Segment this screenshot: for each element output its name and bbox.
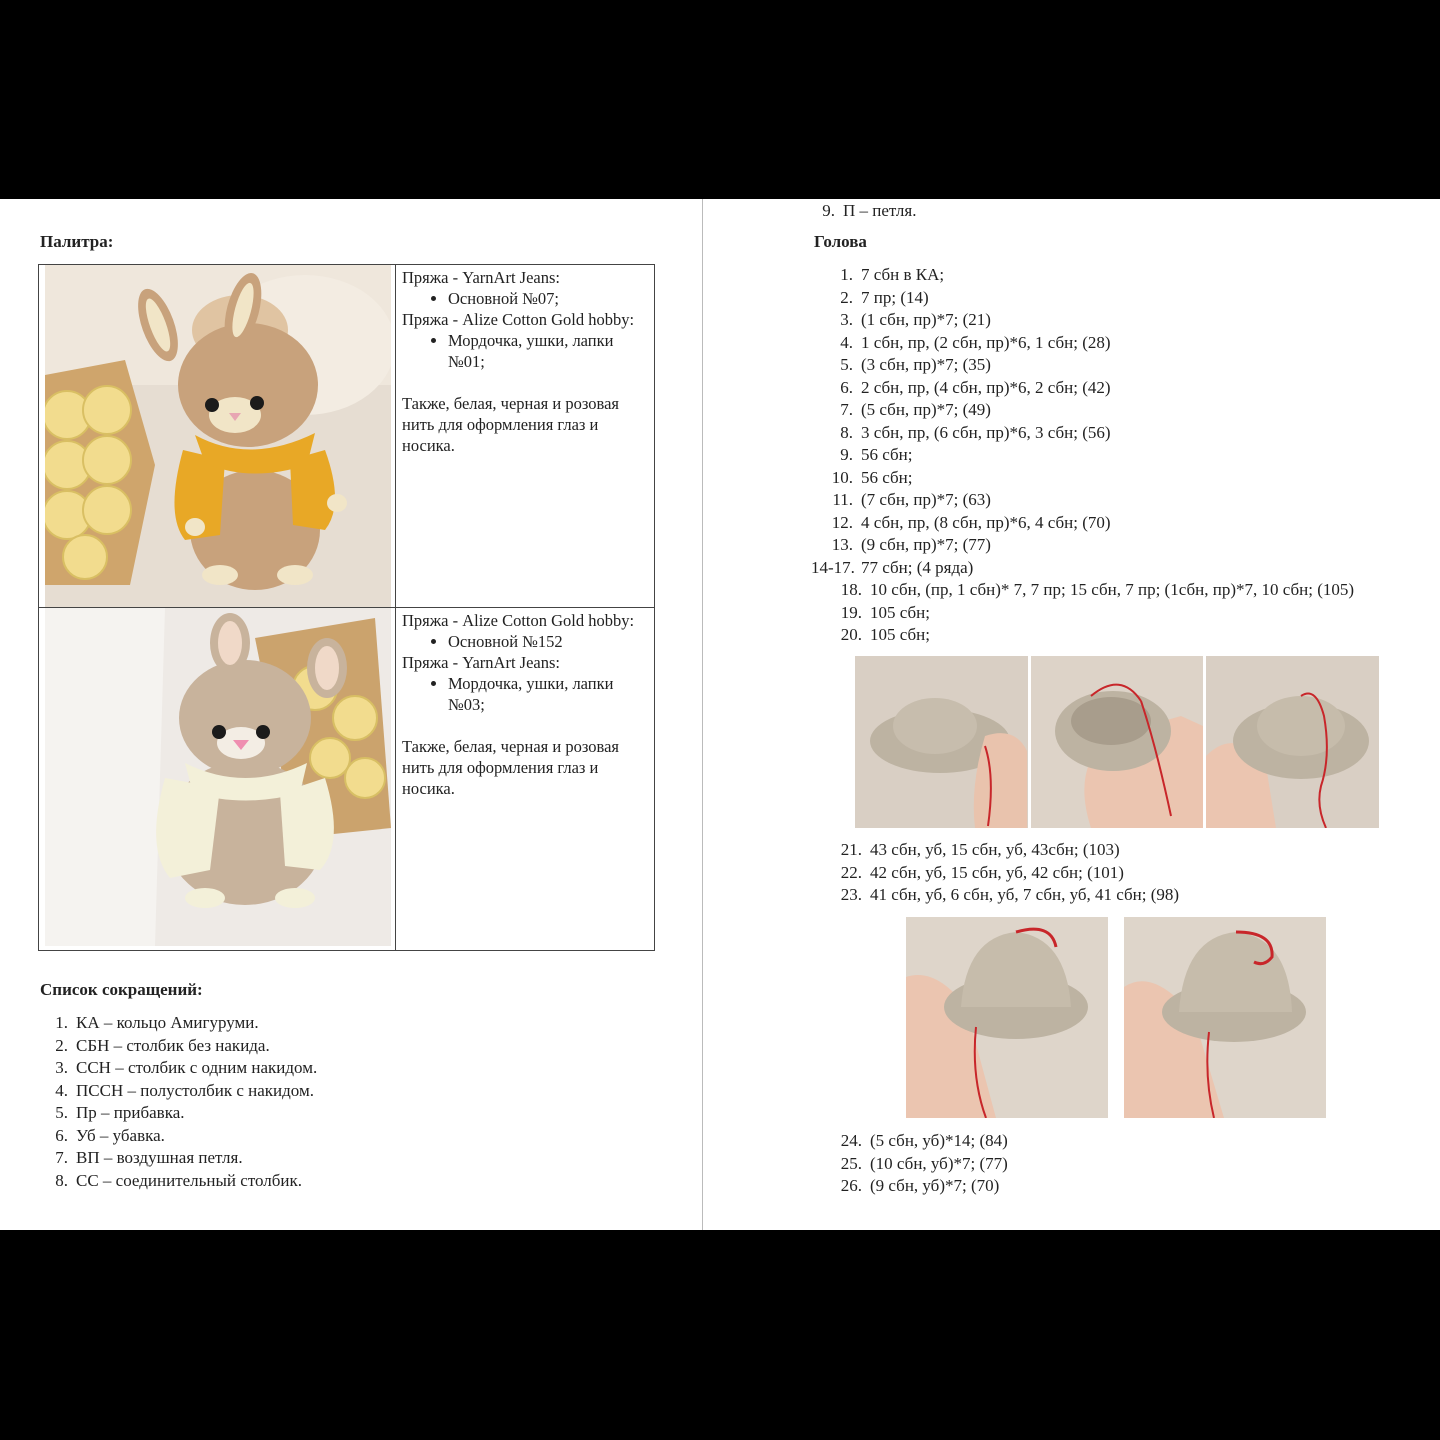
row-number: 24. (840, 1131, 862, 1150)
pattern-row (811, 309, 1111, 332)
pattern-row (811, 534, 1111, 557)
item-text: СС – соединительный столбик. (76, 1170, 303, 1190)
pattern-row (840, 602, 1354, 625)
item-text: ВП – воздушная петля. (76, 1148, 243, 1167)
row-text: (3 сбн, пр)*7; (35) (861, 355, 991, 374)
row-number: 8. (840, 422, 853, 442)
yarn-label: Пряжа - YarnArt Jeans: (402, 653, 560, 672)
pattern-rows-1-17 (811, 264, 1111, 579)
bunny-yellow-jacket-photo (45, 265, 391, 607)
pattern-row (811, 377, 1111, 400)
palette-row (39, 608, 655, 951)
palette-note: Также, белая, черная и розовая нить для оформления глаз и носика. (402, 737, 620, 798)
crochet-progress-photo (1206, 656, 1379, 828)
item-number: 7. (55, 1148, 68, 1167)
row-number: 10. (831, 467, 853, 487)
row-number: 7. (840, 400, 853, 419)
item-number: 8. (55, 1170, 68, 1190)
row-text: (9 сбн, уб)*7; (70) (870, 1176, 1000, 1195)
item-text: ССН – столбик с одним накидом. (76, 1058, 318, 1077)
pattern-rows-18-20 (840, 579, 1354, 647)
row-number: 25. (840, 1153, 862, 1173)
row-text: 42 сбн, уб, 15 сбн, уб, 42 сбн; (101) (870, 862, 1124, 882)
pattern-row (811, 512, 1111, 535)
item-number: 9. (822, 201, 835, 220)
abbreviations-heading: Список сокращений: (40, 980, 203, 999)
yarn-list (402, 330, 648, 372)
row-number: 18. (840, 580, 862, 599)
palette-desc-cell (396, 265, 655, 608)
item-number: 3. (55, 1058, 68, 1077)
item-number: 2. (55, 1035, 68, 1055)
pattern-row (811, 557, 1111, 580)
list-item (40, 1057, 317, 1080)
row-number: 26. (840, 1176, 862, 1195)
row-text: 1 сбн, пр, (2 сбн, пр)*6, 1 сбн; (28) (861, 332, 1111, 352)
row-text: 4 сбн, пр, (8 сбн, пр)*6, 4 сбн; (70) (861, 512, 1111, 532)
document-sheet (0, 199, 1440, 1230)
row-text: 77 сбн; (4 ряда) (861, 557, 974, 577)
item-number: 1. (55, 1013, 68, 1032)
row-number: 13. (831, 535, 853, 554)
yarn-label: Пряжа - YarnArt Jeans: (402, 268, 560, 287)
row-number: 23. (840, 885, 862, 904)
pattern-row (811, 399, 1111, 422)
pattern-row (811, 332, 1111, 355)
list-item (40, 1147, 317, 1170)
row-text: (10 сбн, уб)*7; (77) (870, 1153, 1008, 1173)
pattern-row (840, 1130, 1008, 1153)
page-divider (702, 199, 703, 1230)
yarn-list (402, 631, 648, 652)
row-text: 105 сбн; (870, 625, 930, 644)
row-text: (1 сбн, пр)*7; (21) (861, 310, 991, 329)
pattern-row (811, 489, 1111, 512)
palette-row (39, 265, 655, 608)
list-item (813, 200, 916, 223)
row-number: 9. (840, 445, 853, 464)
row-text: (5 сбн, уб)*14; (84) (870, 1131, 1008, 1150)
row-text: 3 сбн, пр, (6 сбн, пр)*6, 3 сбн; (56) (861, 422, 1111, 442)
row-text: 41 сбн, уб, 6 сбн, уб, 7 сбн, уб, 41 сбн; (98) (870, 885, 1180, 904)
item-number: 4. (55, 1080, 68, 1100)
pattern-row (840, 839, 1179, 862)
row-number: 21. (840, 840, 862, 859)
pattern-row (840, 579, 1354, 602)
yarn-list (402, 288, 648, 309)
crochet-progress-photo (855, 656, 1028, 828)
item-text: КА – кольцо Амигуруми. (76, 1013, 259, 1032)
pattern-row (840, 1153, 1008, 1176)
row-number: 6. (840, 377, 853, 397)
row-text: (7 сбн, пр)*7; (63) (861, 490, 991, 509)
pattern-row (811, 354, 1111, 377)
pattern-rows-21-23 (840, 839, 1179, 907)
list-item (40, 1012, 317, 1035)
yarn-label: Пряжа - Alize Cotton Gold hobby: (402, 611, 635, 630)
yarn-item: • Основной №152 (448, 631, 648, 652)
item-text: П – петля. (843, 201, 917, 220)
pattern-row (811, 264, 1111, 287)
pattern-row (811, 422, 1111, 445)
palette-photo-cell (39, 265, 396, 608)
row-text: 56 сбн; (861, 467, 913, 487)
abbreviations-list-continued (813, 200, 916, 223)
row-number: 3. (840, 310, 853, 329)
item-number: 5. (55, 1103, 68, 1122)
item-text: СБН – столбик без накида. (76, 1035, 270, 1055)
palette-note: Также, белая, черная и розовая нить для оформления глаз и носика. (402, 394, 620, 455)
pattern-row (840, 1175, 1008, 1198)
row-number: 14-17. (811, 557, 855, 577)
palette-heading: Палитра: (40, 232, 114, 251)
item-number: 6. (55, 1125, 68, 1145)
section-heading-head: Голова (814, 232, 867, 251)
list-item (40, 1170, 317, 1193)
row-number: 5. (840, 355, 853, 374)
row-text: 105 сбн; (870, 602, 930, 622)
item-text: Уб – убавка. (76, 1125, 165, 1145)
abbreviations-list (40, 1012, 317, 1192)
yarn-label: Пряжа - Alize Cotton Gold hobby: (402, 310, 635, 329)
item-text: ПССН – полустолбик с накидом. (76, 1080, 314, 1100)
yarn-list (402, 673, 648, 715)
pattern-row (840, 624, 1354, 647)
bunny-cream-jacket-photo (45, 608, 391, 950)
row-number: 20. (840, 625, 862, 644)
row-text: 7 пр; (14) (861, 287, 929, 307)
pattern-row (811, 287, 1111, 310)
row-number: 2. (840, 287, 853, 307)
pattern-rows-24-26 (840, 1130, 1008, 1198)
list-item (40, 1102, 317, 1125)
row-number: 11. (832, 490, 853, 509)
row-text: 43 сбн, уб, 15 сбн, уб, 43сбн; (103) (870, 840, 1120, 859)
crochet-progress-photo (1031, 656, 1203, 828)
row-text: (9 сбн, пр)*7; (77) (861, 535, 991, 554)
pattern-row (811, 444, 1111, 467)
item-text: Пр – прибавка. (76, 1103, 185, 1122)
row-text: 10 сбн, (пр, 1 сбн)* 7, 7 пр; 15 сбн, 7 пр; (1сбн, пр)*7, 10 сбн; (105) (870, 580, 1355, 599)
row-number: 22. (840, 862, 862, 882)
list-item (40, 1080, 317, 1103)
row-text: (5 сбн, пр)*7; (49) (861, 400, 991, 419)
palette-table (38, 264, 655, 951)
crochet-progress-photo (906, 917, 1108, 1118)
crochet-progress-photo (1124, 917, 1326, 1118)
list-item (40, 1125, 317, 1148)
row-number: 4. (840, 332, 853, 352)
pattern-row (840, 862, 1179, 885)
yarn-item: • Мордочка, ушки, лапки №01; (448, 330, 648, 372)
palette-photo-cell (39, 608, 396, 951)
row-number: 1. (840, 265, 853, 284)
row-number: 12. (831, 512, 853, 532)
row-number: 19. (840, 602, 862, 622)
palette-desc-cell (396, 608, 655, 951)
pattern-row (840, 884, 1179, 907)
yarn-item: • Мордочка, ушки, лапки №03; (448, 673, 648, 715)
yarn-item: • Основной №07; (448, 288, 648, 309)
row-text: 7 сбн в КА; (861, 265, 945, 284)
row-text: 56 сбн; (861, 445, 913, 464)
pattern-row (811, 467, 1111, 490)
list-item (40, 1035, 317, 1058)
row-text: 2 сбн, пр, (4 сбн, пр)*6, 2 сбн; (42) (861, 377, 1111, 397)
